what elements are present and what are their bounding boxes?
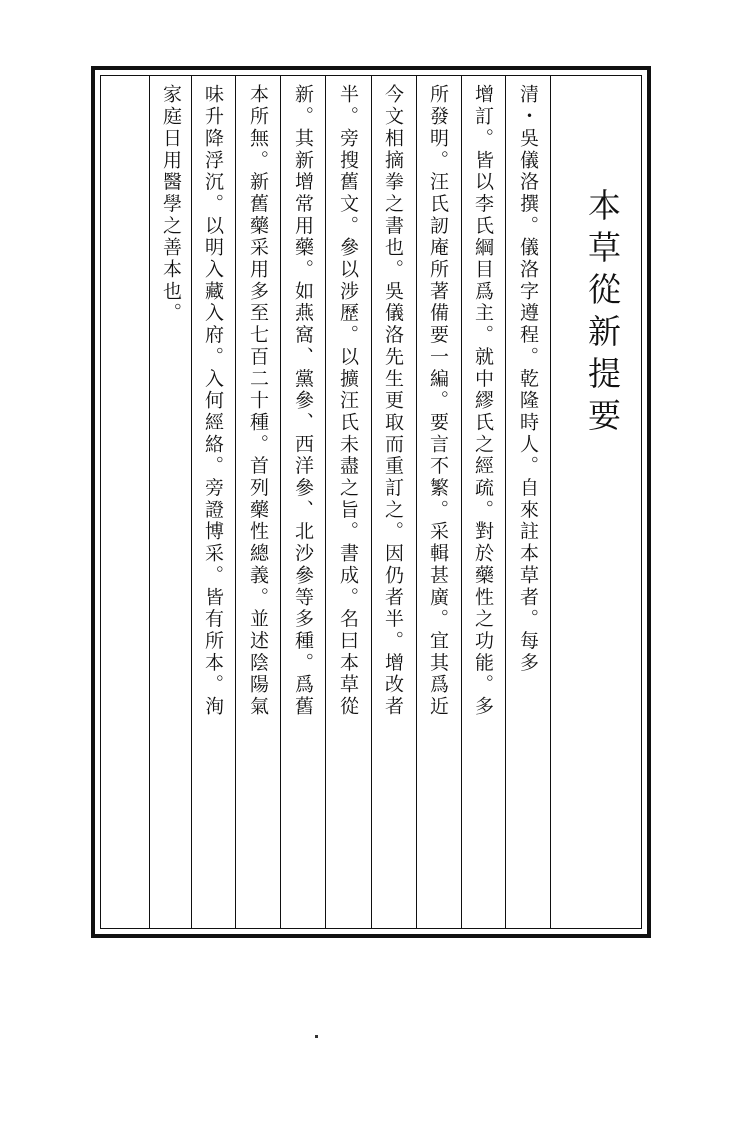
text-column-6: 新。其新增常用藥。如燕窩、黨參、西洋參、北沙參等多種。爲舊 [292, 84, 314, 718]
column-rule [280, 76, 281, 928]
text-column-8: 味升降浮沉。以明入藏入府。入何經絡。旁證博采。皆有所本。洵 [202, 84, 224, 718]
column-rule [325, 76, 326, 928]
column-rule [416, 76, 417, 928]
column-rule [149, 76, 150, 928]
column-rule [505, 76, 506, 928]
text-column-4: 今文相摘拳之書也。吳儀洛先生更取而重訂之。因仍者半。增改者 [382, 84, 404, 718]
text-column-1: 清・吳儀洛撰。儀洛字遵程。乾隆時人。自來註本草者。每多 [517, 84, 539, 674]
text-column-5: 半。旁搜舊文。參以涉歷。以擴汪氏未盡之旨。書成。名曰本草從 [337, 84, 359, 718]
text-column-2: 增訂。皆以李氏綱目爲主。就中繆氏之經疏。對於藥性之功能。多 [472, 84, 494, 718]
column-rule [461, 76, 462, 928]
page-title: 本草從新提要 [583, 188, 622, 440]
text-column-9: 家庭日用醫學之善本也。 [160, 84, 182, 325]
column-rule [235, 76, 236, 928]
text-column-7: 本所無。新舊藥采用多至七百二十種。首列藥性總義。並述陰陽氣 [247, 84, 269, 718]
column-rule [191, 76, 192, 928]
scan-speck [315, 1035, 318, 1038]
column-rule [550, 76, 551, 928]
text-column-3: 所發明。汪氏訒庵所著備要一編。要言不繁。采輯甚廣。宜其爲近 [427, 84, 449, 718]
column-rule [371, 76, 372, 928]
